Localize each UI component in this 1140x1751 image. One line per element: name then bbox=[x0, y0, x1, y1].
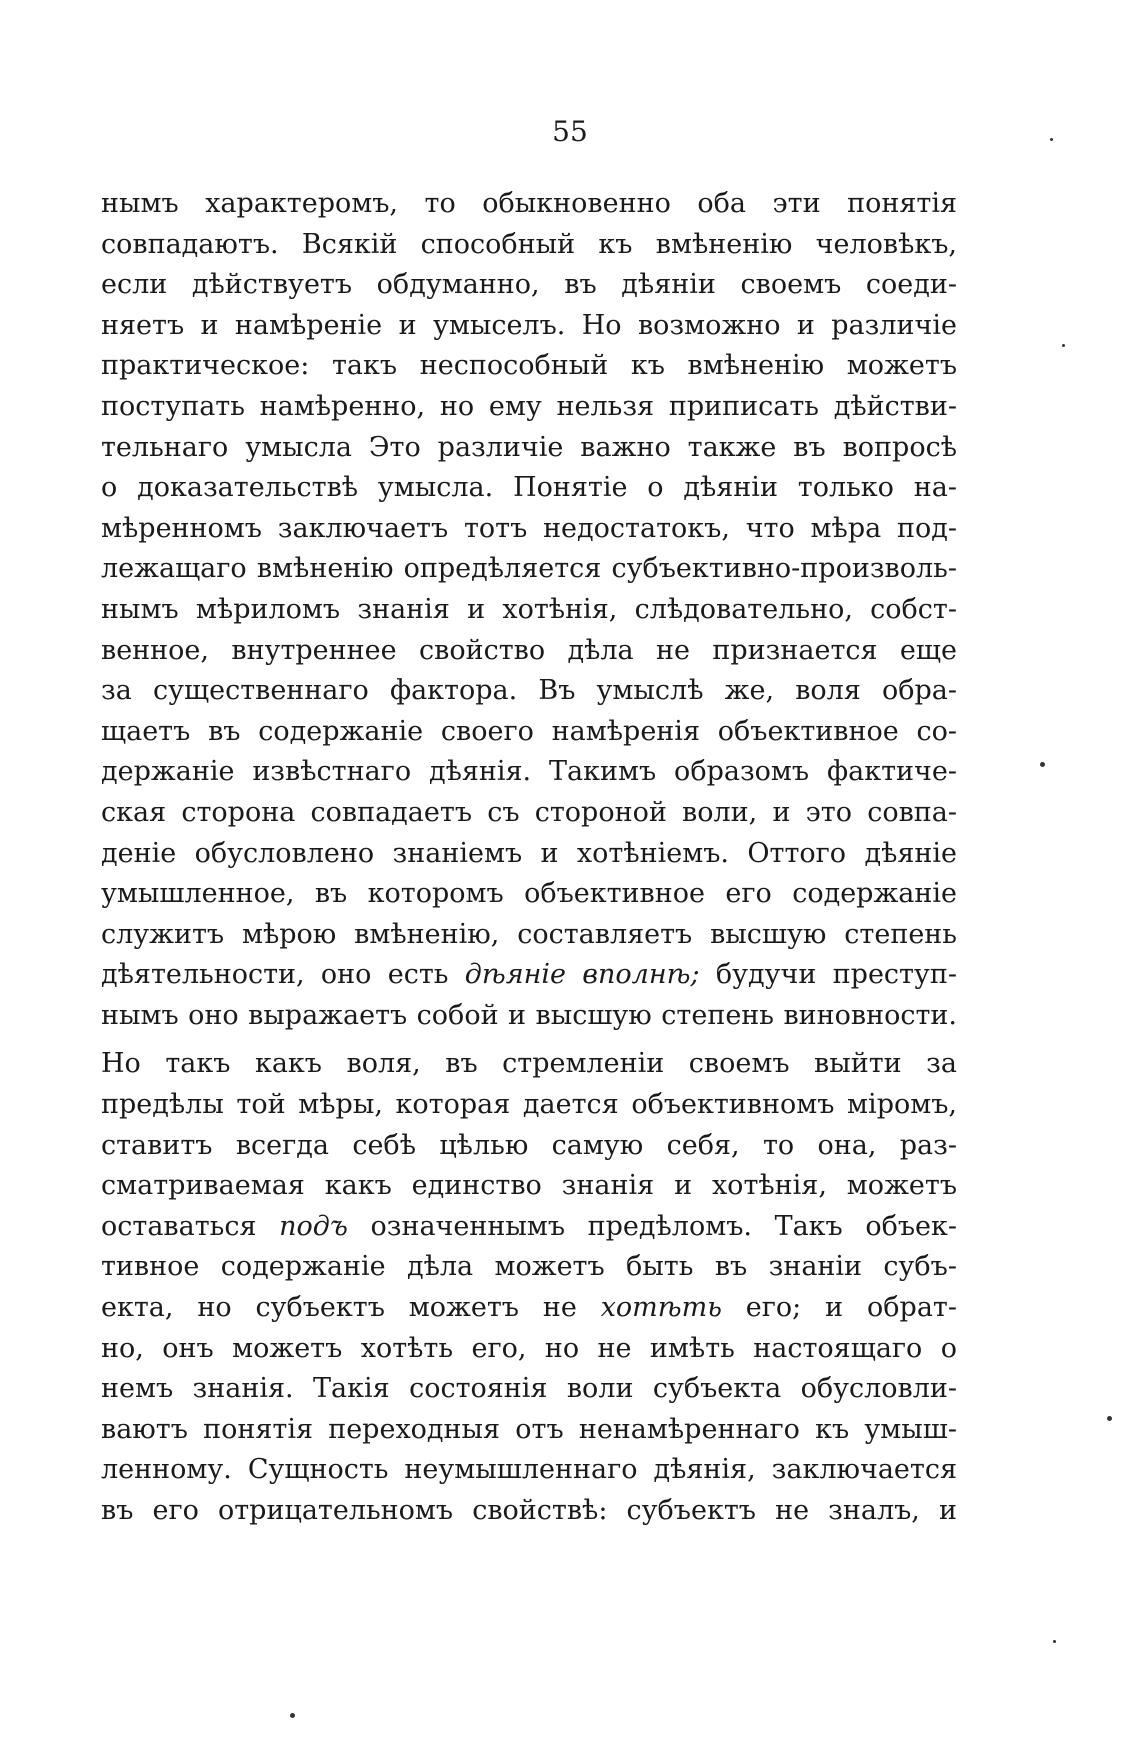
text-run: его; и обрат- bbox=[721, 1292, 957, 1324]
text-line: умышленное, въ которомъ объективное его содержаніе bbox=[101, 878, 957, 910]
text-line: служитъ мѣрою вмѣненію, составляетъ высшую степень bbox=[101, 918, 957, 950]
paragraph-1 bbox=[101, 184, 957, 1036]
text-line: практическое: такъ неспособный къ вмѣненію можетъ bbox=[101, 350, 957, 382]
text-run: дѣятельности, оно есть bbox=[101, 959, 465, 991]
text-line: о доказательствѣ умысла. Понятіе о дѣяніи только на- bbox=[101, 472, 957, 504]
scan-speck bbox=[1050, 138, 1053, 141]
italic-emphasis: дѣяніе вполнѣ; bbox=[464, 959, 700, 991]
text-run: означеннымъ предѣломъ. Такъ объек- bbox=[347, 1210, 957, 1242]
italic-emphasis: хотѣть bbox=[600, 1292, 722, 1324]
text-line: сматриваемая какъ единство знанія и хотѣнія, можетъ bbox=[101, 1170, 957, 1202]
text-line: ская сторона совпадаетъ съ стороной воли, и это совпа- bbox=[101, 796, 957, 828]
text-line: няетъ и намѣреніе и умыселъ. Но возможно и различіе bbox=[101, 309, 957, 341]
scan-speck bbox=[1107, 1416, 1112, 1421]
text-line bbox=[101, 1207, 957, 1248]
scan-speck bbox=[1062, 344, 1065, 347]
text-line: венное, внутреннее свойство дѣла не признается еще bbox=[101, 634, 957, 666]
body-text bbox=[101, 184, 957, 1532]
text-line: нымъ характеромъ, то обыкновенно оба эти понятія bbox=[101, 188, 957, 219]
text-line: немъ знанія. Такія состоянія воли субъекта обусловли- bbox=[101, 1373, 957, 1405]
text-run: будучи преступ- bbox=[699, 959, 957, 991]
text-line: за существеннаго фактора. Въ умыслѣ же, воля обра- bbox=[101, 675, 957, 707]
text-line: но, онъ можетъ хотѣть его, но не имѣть настоящаго о bbox=[101, 1332, 957, 1364]
text-line: держаніе извѣстнаго дѣянія. Такимъ образомъ фактиче- bbox=[101, 756, 957, 788]
text-line: предѣлы той мѣры, которая дается объективномъ міромъ, bbox=[101, 1089, 957, 1121]
scan-speck bbox=[1040, 762, 1045, 767]
text-line: въ его отрицательномъ свойствѣ: субъектъ не зналъ, и bbox=[101, 1495, 957, 1526]
text-line: ваютъ понятія переходныя отъ ненамѣреннаго къ умыш- bbox=[101, 1413, 957, 1445]
text-line bbox=[101, 1288, 957, 1329]
text-line: мѣренномъ заключаетъ тотъ недостатокъ, что мѣра под- bbox=[101, 512, 957, 544]
text-line: тивное содержаніе дѣла можетъ быть въ знаніи субъ- bbox=[101, 1251, 957, 1283]
text-line: нымъ оно выражаетъ собой и высшую степень виновности. bbox=[101, 999, 957, 1031]
text-run: екта, но субъектъ можетъ не bbox=[101, 1292, 601, 1324]
scan-speck bbox=[290, 1713, 295, 1718]
text-line: нымъ мѣриломъ знанія и хотѣнія, слѣдовательно, собст- bbox=[101, 593, 957, 625]
text-line: Но такъ какъ воля, въ стремленіи своемъ выйти за bbox=[101, 1048, 957, 1080]
text-line: лежащаго вмѣненію опредѣляется субъективно-произволь- bbox=[101, 553, 957, 585]
text-line: ставитъ всегда себѣ цѣлью самую себя, то она, раз- bbox=[101, 1129, 957, 1161]
text-line: деніе обусловлено знаніемъ и хотѣніемъ. Оттого дѣяніе bbox=[101, 837, 957, 869]
text-line: ленному. Сущность неумышленнаго дѣянія, заключается bbox=[101, 1454, 957, 1486]
scan-speck bbox=[1053, 1640, 1056, 1643]
text-line: совпадаютъ. Всякій способный къ вмѣненію человѣкъ, bbox=[101, 228, 957, 260]
text-run: оставаться bbox=[101, 1210, 280, 1242]
text-line: тельнаго умысла Это различіе важно также въ вопросѣ bbox=[101, 431, 957, 463]
page-number: 55 bbox=[552, 115, 588, 148]
italic-emphasis: подъ bbox=[279, 1210, 348, 1242]
text-line: если дѣйствуетъ обдуманно, въ дѣяніи своемъ соеди- bbox=[101, 269, 957, 301]
paragraph-gap bbox=[101, 1036, 957, 1044]
text-line: щаетъ въ содержаніе своего намѣренія объективное со- bbox=[101, 715, 957, 747]
text-line: поступать намѣренно, но ему нельзя приписать дѣйстви- bbox=[101, 390, 957, 422]
text-line bbox=[101, 955, 957, 996]
paragraph-2 bbox=[101, 1044, 957, 1531]
